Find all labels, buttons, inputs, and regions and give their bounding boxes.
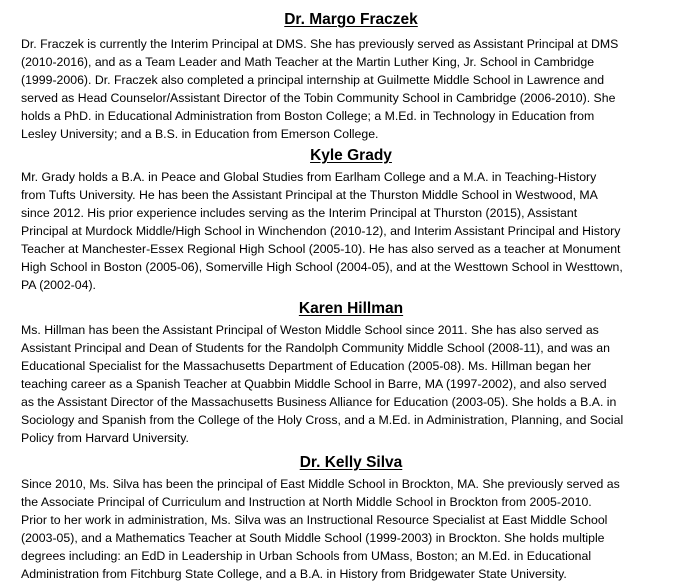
bio-line: since 2012. His prior experience includes serving as the Interim Principal at Thurston (2015), Assistant	[21, 206, 578, 220]
bio-line: PA (2002-04).	[21, 278, 96, 292]
bio-line: Since 2010, Ms. Silva has been the principal of East Middle School in Brockton, MA. She previously served as	[21, 477, 620, 491]
bio-line: Prior to her work in administration, Ms. Silva was an Instructional Resource Specialist at East Middle School	[21, 513, 608, 527]
bio-line: High School in Boston (2005-06), Somerville High School (2004-05), and at the Westtown School in Westtown,	[21, 260, 623, 274]
profile-section	[21, 0, 681, 143]
bio-line: Lesley University; and a B.S. in Education from Emerson College.	[21, 127, 379, 141]
bio-line: (2010-2016), and as a Team Leader and Math Teacher at the Martin Luther King, Jr. School in Cambridge	[21, 55, 595, 69]
profile-name: Dr. Margo Fraczek	[284, 11, 418, 28]
profile-section	[21, 299, 681, 447]
profile-name: Dr. Kelly Silva	[299, 454, 403, 471]
profile-section	[21, 146, 681, 294]
profile-name: Karen Hillman	[298, 300, 404, 317]
bio-line: as the Assistant Director of the Massachusetts Business Alliance for Education (2003-05). She holds a B.A. in	[21, 395, 617, 409]
bio-line: Sociology and Spanish from the College of the Holy Cross, and a M.Ed. in Administration, Planning, and Social	[21, 413, 624, 427]
bio-line: the Associate Principal of Curriculum and Instruction at North Middle School in Brockton from 2005-2010.	[21, 495, 592, 509]
profile-bio	[21, 35, 681, 143]
bio-line: teaching career as a Spanish Teacher at Quabbin Middle School in Barre, MA (1997-2002), and also served	[21, 377, 607, 391]
profile-bio	[21, 168, 681, 294]
profile-name: Kyle Grady	[310, 147, 392, 164]
profile-bio	[21, 321, 681, 447]
bio-line: Mr. Grady holds a B.A. in Peace and Global Studies from Earlham College and a M.A. in Teaching-History	[21, 170, 597, 184]
bio-line: Administration from Fitchburg State College, and a B.A. in History from Bridgewater State University.	[21, 567, 567, 581]
profile-section	[21, 453, 681, 583]
bio-line: Ms. Hillman has been the Assistant Principal of Weston Middle School since 2011. She has also served as	[21, 323, 599, 337]
bio-line: Principal at Murdock Middle/High School in Winchendon (2010-12), and Interim Assistant Principal and History	[21, 224, 621, 238]
bio-line: Teacher at Manchester-Essex Regional High School (2005-10). He has also served as a teacher at Monument	[21, 242, 621, 256]
bio-line: from Tufts University. He has been the Assistant Principal at the Thurston Middle School in Westwood, MA	[21, 188, 598, 202]
bio-line: Policy from Harvard University.	[21, 431, 189, 445]
profile-bio	[21, 475, 681, 583]
bio-line: served as Head Counselor/Assistant Director of the Tobin Community School in Cambridge (2006-2010). She	[21, 91, 616, 105]
bio-line: holds a PhD. in Educational Administration from Boston College; a M.Ed. in Technology in Education from	[21, 109, 595, 123]
bio-line: degrees including: an EdD in Leadership in Urban Schools from UMass, Boston; an M.Ed. in Educational	[21, 549, 592, 563]
bio-line: (2003-05), and a Mathematics Teacher at South Middle School (1999-2003) in Brockton. She holds multiple	[21, 531, 605, 545]
bio-line: Dr. Fraczek is currently the Interim Principal at DMS. She has previously served as Assistant Principal at DMS	[21, 37, 619, 51]
bio-line: Educational Specialist for the Massachusetts Department of Education (2005-08). Ms. Hillman began her	[21, 359, 592, 373]
bio-line: (1999-2006). Dr. Fraczek also completed a principal internship at Guilmette Middle School in Lawrence and	[21, 73, 605, 87]
bio-line: Assistant Principal and Dean of Students for the Randolph Community Middle School (2008-11), and was an	[21, 341, 610, 355]
